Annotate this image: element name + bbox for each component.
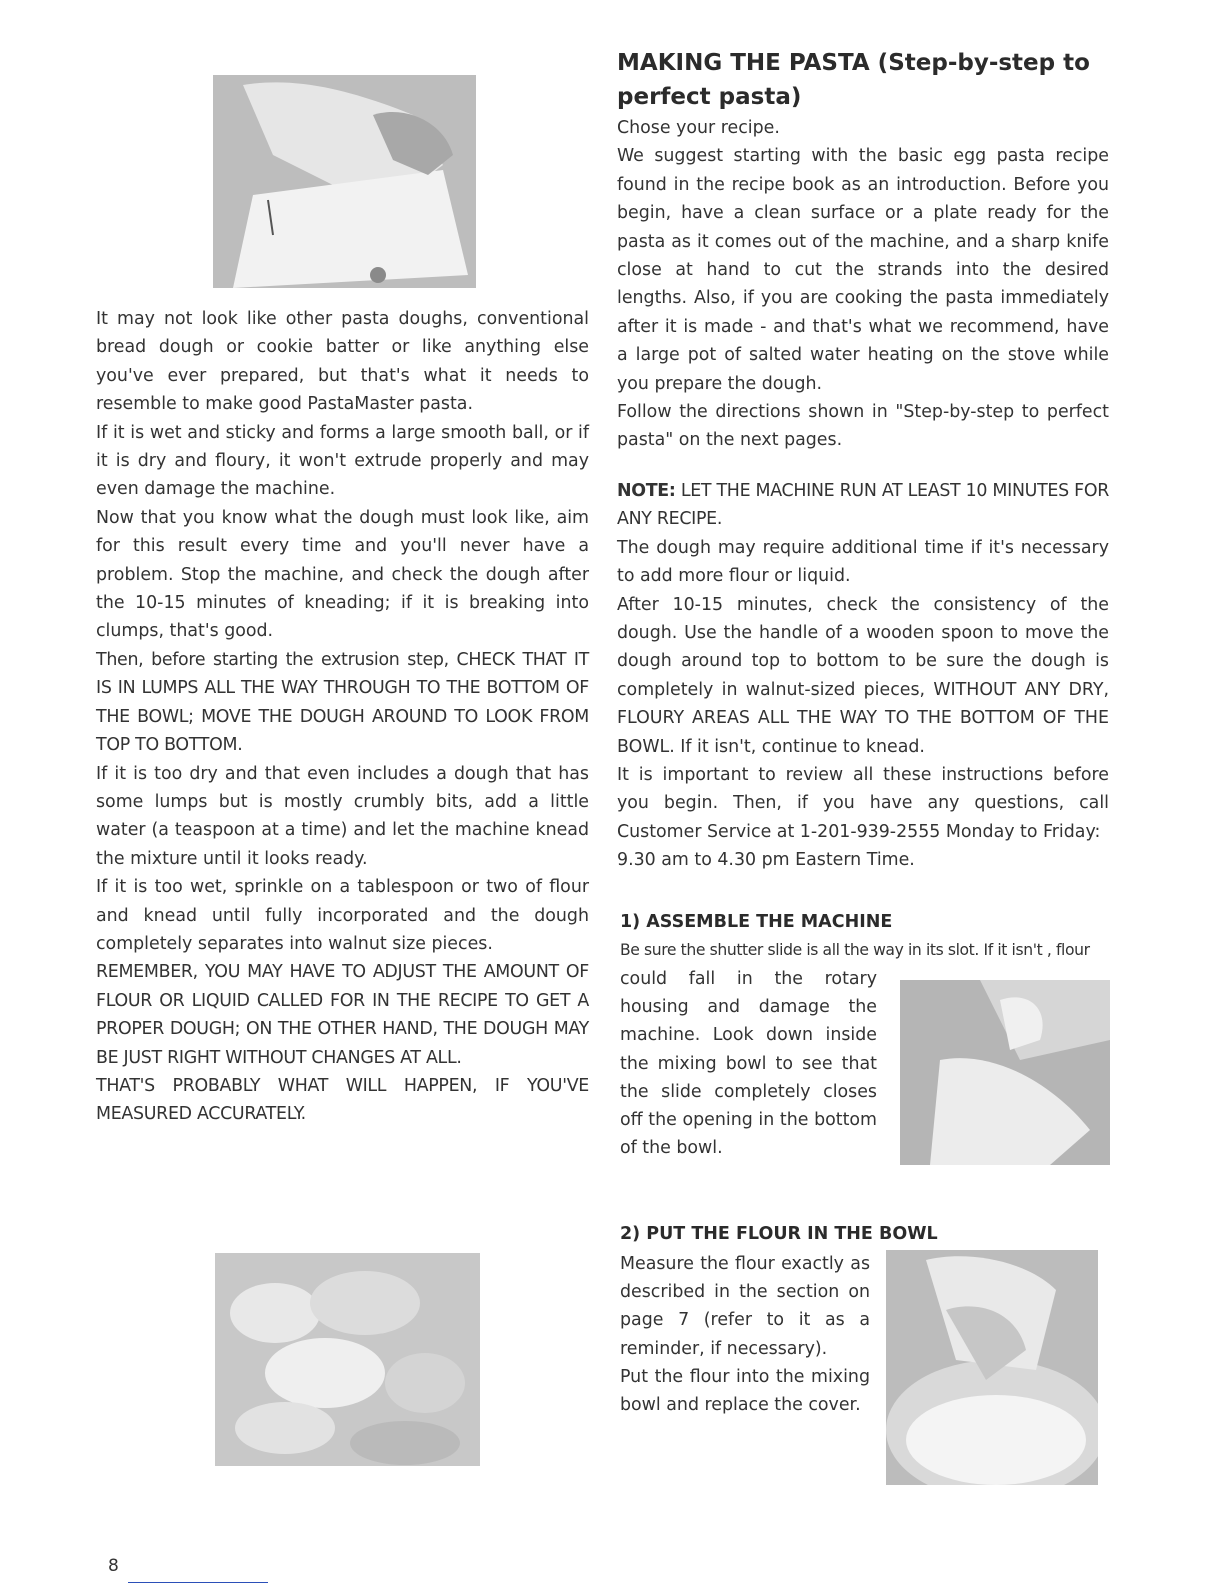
step-2-body-wrap [620, 1250, 870, 1419]
photo-flour-bowl-illustration [886, 1250, 1098, 1485]
photo-flour-bowl [886, 1250, 1098, 1485]
step-2-body-1: Measure the flour exactly as described in the section on page 7 (refer to it as a reminder, if necessary). [620, 1254, 870, 1359]
left-paragraph-3: Now that you know what the dough must look like, aim for this result every time and you'll never have a problem. Stop the machine, and check the dough after the 10-15 minutes of kneading; if it is breaking into clumps, that's good. [96, 507, 589, 642]
note-label: NOTE: [617, 480, 676, 501]
left-column [96, 305, 589, 1129]
intro-paragraph-3: Follow the directions shown in "Step-by-step to perfect pasta" on the next pages. [617, 402, 1109, 451]
photo-shutter-slide [900, 980, 1110, 1165]
page-number: 8 [108, 1556, 119, 1576]
note-text: LET THE MACHINE RUN AT LEAST 10 MINUTES FOR ANY RECIPE. [617, 480, 1109, 530]
left-paragraph-6: If it is too wet, sprinkle on a tablespoon or two of flour and knead until fully incorporated and the dough completely separates into walnut size pieces. [96, 877, 589, 954]
footer-rule [128, 1582, 268, 1583]
left-paragraph-4: Then, before starting the extrusion step, CHECK THAT IT IS IN LUMPS ALL THE WAY THROUGH TO THE BOTTOM OF THE BOWL; MOVE THE DOUGH AROUND TO LOOK FROM TOP TO BOTTOM. [96, 649, 589, 756]
intro-paragraph-2: We suggest starting with the basic egg pasta recipe found in the recipe book as an introduction. Before you begin, have a clean surface or a plate ready for the pasta as it comes out of the machine, and a sharp knife close at hand to cut the strands into the desired lengths. Also, if you are cooking the pasta immediately after it is made - and that's what we recommend, have a large pot of salted water heating on the stove while you prepare the dough. [617, 146, 1109, 394]
note-paragraph-2: After 10-15 minutes, check the consistency of the dough. Use the handle of a wooden spoon to move the dough around top to bottom to be sure the dough is completely in walnut-sized pieces, WITHOUT ANY DRY, FLOURY AREAS ALL THE WAY TO THE BOTTOM OF THE BOWL. If it isn't, continue to knead. [617, 594, 1109, 757]
left-paragraph-8: THAT'S PROBABLY WHAT WILL HAPPEN, IF YOU'VE MEASURED ACCURATELY. [96, 1075, 589, 1125]
step-2-body-2: Put the flour into the mixing bowl and replace the cover. [620, 1366, 870, 1416]
intro-line-1: Chose your recipe. [617, 118, 780, 138]
note-paragraph-3: It is important to review all these instructions before you begin. Then, if you have any questions, call Customer Service at 1-201-939-2555 Monday to Friday: [617, 764, 1109, 842]
photo-dough-lumps-illustration [215, 1253, 480, 1466]
photo-hands-bowl [213, 75, 476, 288]
left-paragraph-2: If it is wet and sticky and forms a large smooth ball, or if it is dry and floury, it won't extrude properly and may even damage the machine. [96, 422, 589, 500]
step-1-body: could fall in the rotary housing and damage the machine. Look down inside the mixing bowl to see that the slide completely closes off the opening in the bottom of the bowl. [620, 969, 877, 1159]
note [617, 477, 1109, 534]
right-column [617, 46, 1109, 875]
photo-dough-lumps [215, 1253, 480, 1466]
page-title: MAKING THE PASTA (Step-by-step to perfect pasta) [617, 50, 1090, 110]
left-paragraph-5: If it is too dry and that even includes a dough that has some lumps but is mostly crumbly bits, add a little water (a teaspoon at a time) and let the machine knead the mixture until it looks ready. [96, 763, 589, 869]
step-1-body-wrap [620, 965, 877, 1162]
note-paragraph-4: 9.30 am to 4.30 pm Eastern Time. [617, 850, 915, 871]
note-paragraph-1: The dough may require additional time if it's necessary to add more flour or liquid. [617, 537, 1109, 587]
photo-hands-bowl-illustration [213, 75, 476, 288]
left-paragraph-7: REMEMBER, YOU MAY HAVE TO ADJUST THE AMOUNT OF FLOUR OR LIQUID CALLED FOR IN THE RECIPE TO GET A PROPER DOUGH; ON THE OTHER HAND, THE DOUGH MAY BE JUST RIGHT WITHOUT CHANGES AT ALL. [96, 962, 589, 1068]
step-2-heading: 2) PUT THE FLOUR IN THE BOWL [620, 1224, 938, 1244]
step-1-section [620, 908, 1110, 964]
left-paragraph-1: It may not look like other pasta doughs, conventional bread dough or cookie batter or like anything else you've ever prepared, but that's what it needs to resemble to make good PastaMaster pasta. [96, 309, 589, 415]
photo-shutter-slide-illustration [900, 980, 1110, 1165]
step-1-lead: Be sure the shutter slide is all the way in its slot. If it isn't , flour [620, 941, 1090, 959]
step-2-section [620, 1220, 1110, 1248]
step-1-heading: 1) ASSEMBLE THE MACHINE [620, 912, 893, 932]
